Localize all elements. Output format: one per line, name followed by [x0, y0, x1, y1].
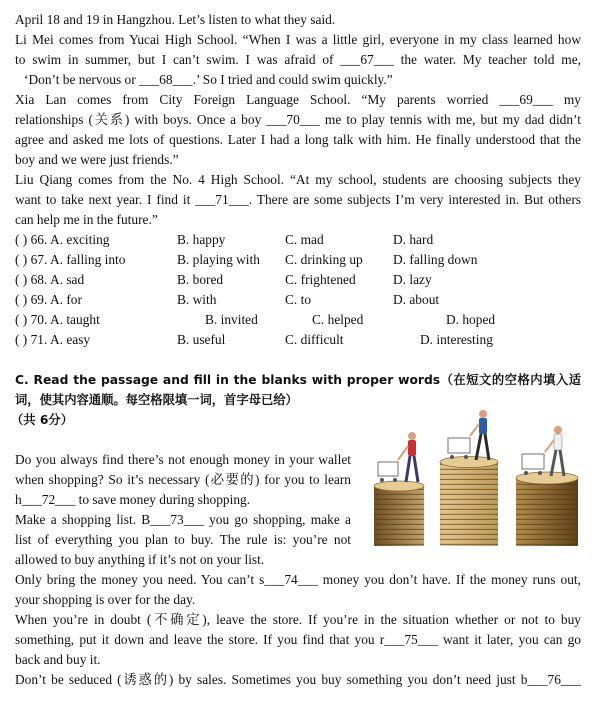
option-d: D. about [393, 292, 440, 307]
option-b: B. happy [177, 232, 226, 247]
passage-line: relationships (关系) with boys. Once a boy ___70___ me to play tennis with me, but my dad didn’t [15, 112, 581, 127]
option-c: C. difficult [285, 332, 344, 347]
passage-line: Only bring the money you need. You can’t s___74___ money you don’t have. If the money runs out, [15, 572, 581, 587]
section-c-heading: C. Read the passage and fill in the blanks with proper words（在短文的空格内填入适 [15, 373, 581, 387]
question-number-option-a: ( ) 71. A. easy [15, 332, 91, 347]
option-d: D. lazy [393, 272, 432, 287]
question-number-option-a: ( ) 66. A. exciting [15, 232, 110, 247]
passage-line: Don’t be seduced (诱惑的) by sales. Sometimes you buy something you don’t need just b___76___ [15, 672, 581, 687]
question-number-option-a: ( ) 67. A. falling into [15, 252, 126, 267]
passage-line: want to take next year. I find it ___71___. There are some subjects I’m very interested in. But others [15, 192, 581, 207]
question-number-option-a: ( ) 68. A. sad [15, 272, 85, 287]
question-number-option-a: ( ) 69. A. for [15, 292, 82, 307]
passage-line: When you’re in doubt (不确定), leave the store. If you’re in the situation whether or not to buy [15, 612, 581, 627]
option-d: D. falling down [393, 252, 478, 267]
option-d: D. hoped [446, 312, 496, 327]
passage-line: allowed to buy anything if it’s not on your list. [15, 552, 265, 567]
passage-line: Make a shopping list. B___73___ you go shopping, make a [15, 512, 351, 527]
passage-line: back and buy it. [15, 652, 101, 667]
option-b: B. invited [205, 312, 258, 327]
passage-line: can help me in the future.” [15, 212, 158, 227]
passage-line: to swim in summer, but I can’t swim. I was afraid of ___67___ the water. My teacher told me, [15, 52, 581, 67]
passage-line: April 18 and 19 in Hangzhou. Let’s listen to what they said. [15, 12, 336, 27]
section-c-heading-continued: 词，使其内容通顺。每空格限填一词，首字母已给） [15, 393, 298, 407]
passage-line: h___72___ to save money during shopping. [15, 492, 251, 507]
passage-line: Liu Qiang comes from the No. 4 High School. “At my school, students are choosing subjects they [15, 172, 581, 187]
option-d: D. hard [393, 232, 434, 247]
option-b: B. bored [177, 272, 224, 287]
option-c: C. to [285, 292, 312, 307]
passage-line: when shopping? So it’s necessary (必要的) for you to learn [15, 472, 351, 487]
option-d: D. interesting [420, 332, 493, 347]
option-c: C. frightened [285, 272, 356, 287]
option-c: C. mad [285, 232, 324, 247]
passage-line: Xia Lan comes from City Foreign Language School. “My parents worried ___69___ my [15, 92, 581, 107]
coin-stacks-shoppers-illustration [370, 400, 582, 548]
question-number-option-a: ( ) 70. A. taught [15, 312, 100, 327]
option-c: C. helped [312, 312, 364, 327]
passage-line: your shopping is over for the day. [15, 592, 196, 607]
passage-line: agree and asked me lots of questions. Later I had a long talk with him. He finally understood that the [15, 132, 581, 147]
passage-line: boy and we were just friends.” [15, 152, 179, 167]
passage-line: something, put it down and leave the store. If you find that you r___75___ want it later, you can go [15, 632, 581, 647]
passage-line: list of everything you plan to buy. The rule is: you’re not [15, 532, 351, 547]
option-c: C. drinking up [285, 252, 363, 267]
passage-line: Li Mei comes from Yucai High School. “When I was a little girl, everyone in my class learned how [15, 32, 581, 47]
passage-line: ‘Don’t be nervous or ___68___.’ So I tried and could swim quickly.” [24, 72, 393, 87]
option-b: B. useful [177, 332, 226, 347]
passage-line: Do you always find there’s not enough money in your wallet [15, 452, 351, 467]
option-b: B. playing with [177, 252, 260, 267]
section-c-score: （共 6分） [11, 413, 74, 427]
option-b: B. with [177, 292, 217, 307]
